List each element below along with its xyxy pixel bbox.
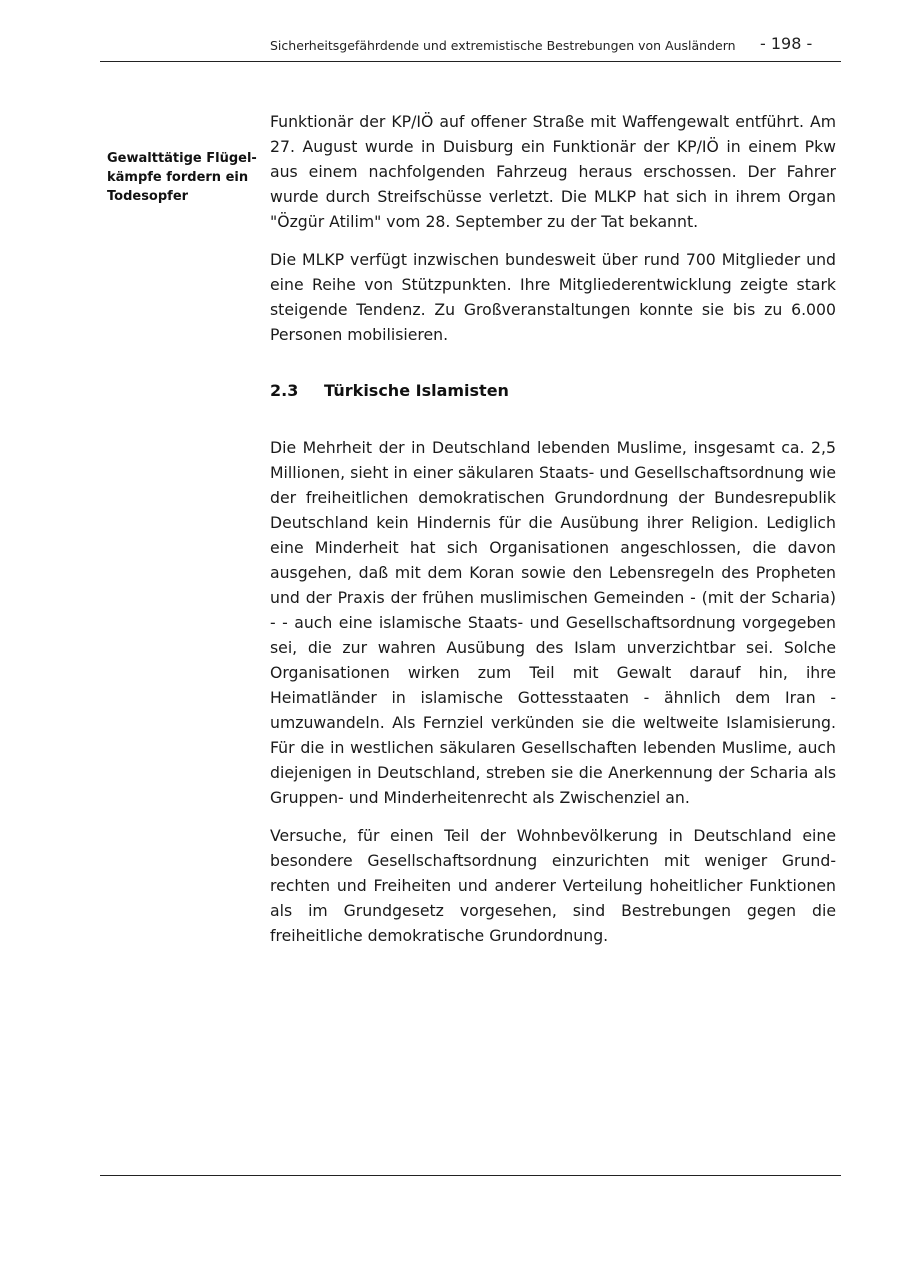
- page-number: - 198 -: [760, 34, 813, 53]
- paragraph-islamists-conclusion: Versuche, für einen Teil der Wohnbevölkerung in Deutschland eine besondere Gesellschaftsordnung einzurichten mit weniger Grundrechten und Freiheiten und anderer Verteilung hoheitlicher Funktionen als im Grundgesetz vorgesehen, sind Bestrebungen gegen die freiheitliche demokratische Grundordnung.: [270, 826, 836, 945]
- paragraph-mlkp-incident: Funktionär der KP/IÖ auf offener Straße mit Waffengewalt entführt. Am 27. August wurde in Duisburg ein Funktionär der KP/IÖ in einem Pkw aus einem nachfolgenden Fahrzeug heraus erschossen. Der Fahrer wurde durch Streifschüsse verletzt. Die MLKP hat sich in ihrem Organ "Özgür Atilim" vom 28. September zu der Tat bekannt.: [270, 112, 836, 231]
- main-text-column: [270, 109, 836, 961]
- footer-divider: [100, 1175, 841, 1176]
- header-divider: [100, 61, 841, 62]
- section-heading: [270, 378, 836, 403]
- margin-note-line: Todesopfer: [107, 189, 189, 204]
- running-header-title: Sicherheitsgefährdende und extremistische Bestrebungen von Ausländern: [270, 38, 736, 53]
- margin-note: [107, 149, 267, 206]
- margin-note-line: Gewalttätige Flügel-: [107, 151, 257, 166]
- paragraph-islamists-overview: Die Mehrheit der in Deutschland lebenden Muslime, insgesamt ca. 2,5 Millionen, sieht in einer säkularen Staats- und Gesellschaftsordnung wie der freiheitlichen demokratischen Grundordnung der Bundesrepublik Deutschland kein Hindernis für die Ausübung ihrer Religion. Lediglich eine Minderheit hat sich Organisationen angeschlossen, die davon ausgehen, daß mit dem Koran sowie den Lebensregeln des Propheten und der Praxis der frühen muslimischen Gemeinden - (mit der Scharia) - - auch eine islamische Staats- und Gesellschaftsordnung vorgegeben sei, die zur wahren Ausübung des Islam unverzichtbar sei. Solche Organisationen wirken zum Teil mit Gewalt darauf hin, ihre Heimatländer in islamische Gottesstaaten - ähnlich dem Iran - umzuwandeln. Als Fernziel verkünden sie die weltweite Islamisierung. Für die in westlichen säkularen Gesellschaften lebenden Muslime, auch diejenigen in Deutschland, streben sie die Anerkennung der Scharia als Gruppen- und Minderheitenrecht als Zwischenziel an.: [270, 438, 836, 807]
- section-number: 2.3: [270, 381, 299, 400]
- margin-note-line: kämpfe fordern ein: [107, 170, 249, 185]
- paragraph-mlkp-members: Die MLKP verfügt inzwischen bundesweit über rund 700 Mitglieder und eine Reihe von Stützpunkten. Ihre Mitgliederentwicklung zeigte stark steigende Tendenz. Zu Großveranstaltungen konnte sie bis zu 6.000 Personen mobilisieren.: [270, 250, 836, 344]
- section-title: Türkische Islamisten: [324, 381, 509, 400]
